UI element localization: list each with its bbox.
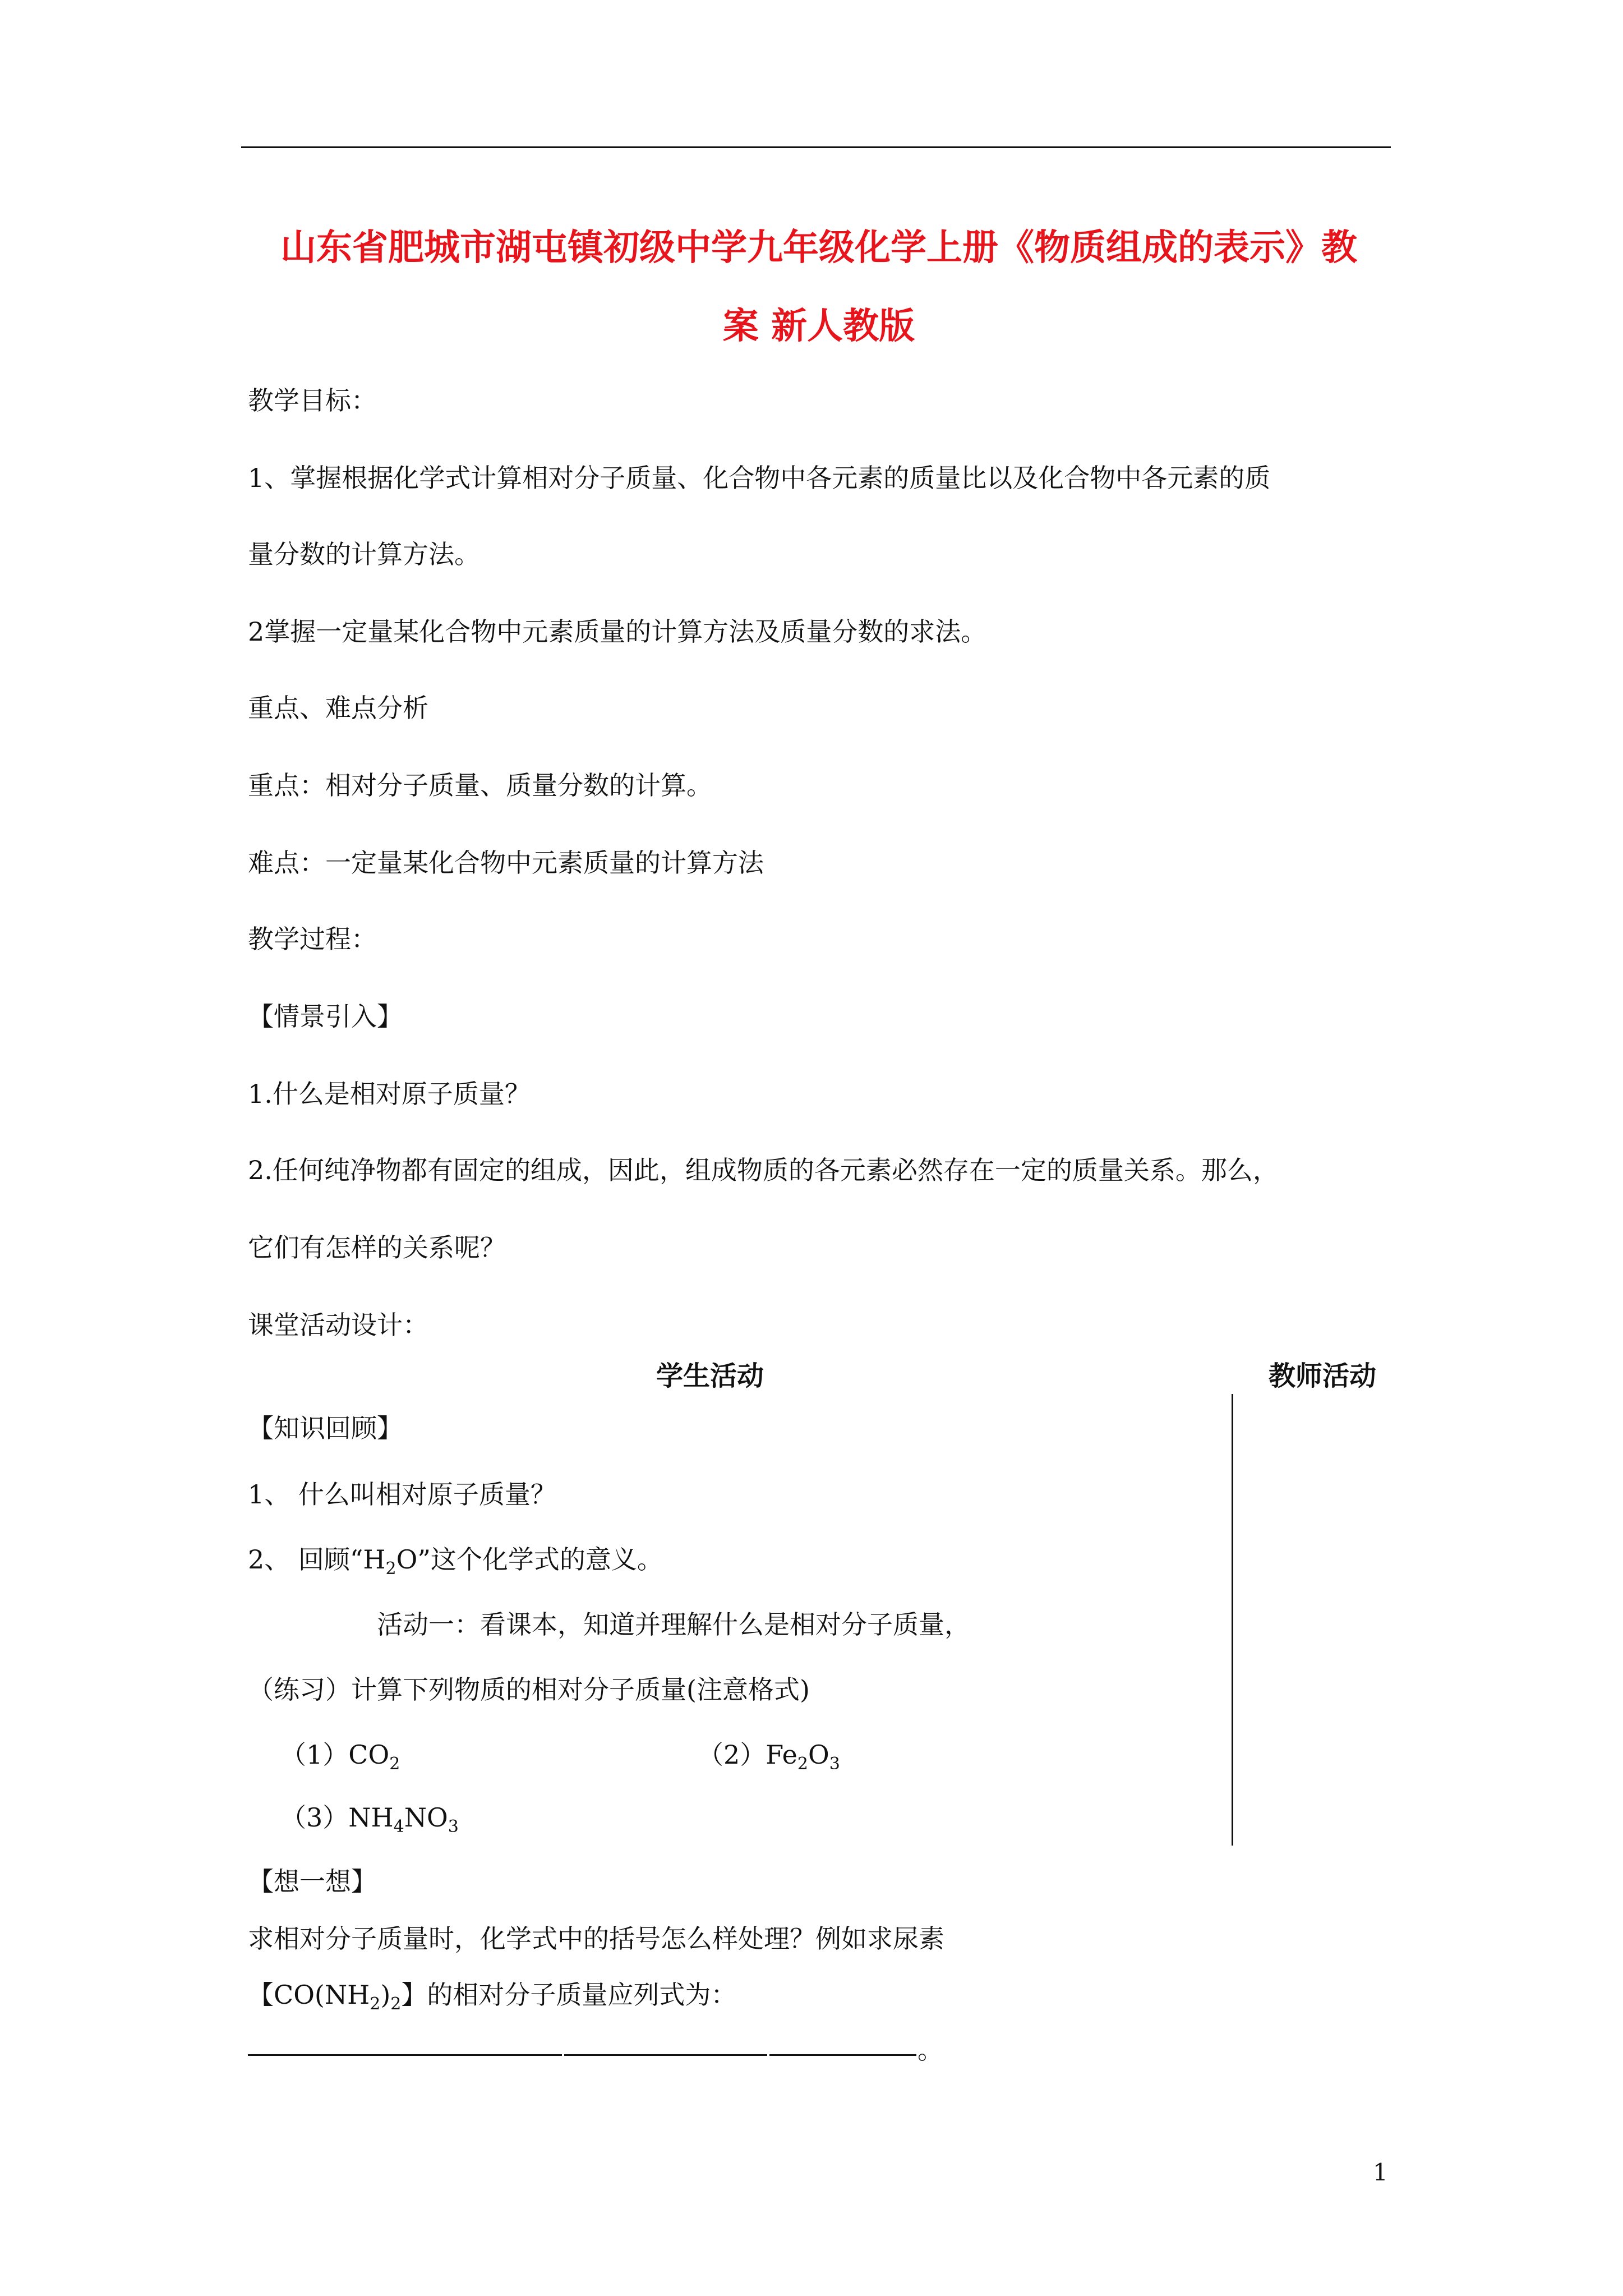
ex2-mid: O [808,1740,829,1770]
review-q2-subscript: 2 [385,1559,396,1579]
objective-1-line2: 量分数的计算方法。 [248,539,480,569]
objective-2: 2掌握一定量某化合物中元素质量的计算方法及质量分数的求法。 [248,616,987,647]
ex3-mid: NO [404,1802,448,1833]
think-question: 求相对分子质量时，化学式中的括号怎么样处理？例如求尿素 [248,1924,944,1954]
ex2-subscript-2: 3 [829,1754,840,1774]
column-header-teacher: 教师活动 [1269,1360,1377,1392]
review-question-2 [248,1544,663,1585]
difficult-point: 难点：一定量某化合物中元素质量的计算方法 [248,848,764,878]
think-heading: 【想一想】 [248,1866,377,1897]
urea-formula-line [248,1979,736,2020]
exercise-item-1 [280,1739,400,1780]
urea-subscript-2: 2 [390,1994,402,2014]
exercise-instruction: （练习）计算下列物质的相对分子质量(注意格式) [248,1674,810,1705]
column-header-student: 学生活动 [656,1360,764,1392]
activity-one: 活动一：看课本，知道并理解什么是相对分子质量， [377,1609,970,1640]
key-point: 重点：相对分子质量、质量分数的计算。 [248,770,712,800]
urea-mid: ) [380,1980,391,2010]
urea-suffix: 】的相对分子质量应列式为： [401,1980,737,2010]
exercise-item-2 [698,1739,840,1780]
ex3-prefix: （3）NH [280,1802,394,1833]
intro-question-2-line2: 它们有怎样的关系呢？ [248,1232,506,1263]
ex1-subscript: 2 [389,1754,400,1774]
review-q2-suffix: O”这个化学式的意义。 [396,1544,663,1575]
process-heading: 教学过程： [248,924,377,954]
intro-heading: 【情景引入】 [248,1001,403,1032]
objectives-heading: 教学目标： [248,385,377,416]
page-number: 1 [1373,2159,1388,2186]
document-title-line2: 案 新人教版 [722,306,915,347]
header-rule [241,146,1391,148]
review-heading: 【知识回顾】 [248,1413,403,1443]
column-divider [1232,1394,1233,1846]
review-q2-prefix: 2、 回顾“H [248,1544,386,1575]
activity-design-heading: 课堂活动设计： [248,1310,428,1340]
document-title-line1: 山东省肥城市湖屯镇初级中学九年级化学上册《物质组成的表示》教 [280,227,1357,269]
exercise-item-3 [280,1802,459,1843]
objective-1-line1: 1、掌握根据化学式计算相对分子质量、化合物中各元素的质量比以及化合物中各元素的质 [248,463,1271,493]
answer-blank-1[interactable] [248,2054,562,2056]
answer-blank-end: 。 [917,2035,943,2065]
ex3-subscript-2: 3 [448,1817,459,1837]
ex2-prefix: （2）Fe [698,1740,797,1770]
intro-question-1: 1.什么是相对原子质量？ [248,1079,531,1109]
key-points-heading: 重点、难点分析 [248,693,428,723]
intro-question-2-line1: 2.任何纯净物都有固定的组成，因此，组成物质的各元素必然存在一定的质量关系。那么， [248,1155,1279,1185]
review-question-1: 1、 什么叫相对原子质量？ [248,1479,556,1510]
ex1-prefix: （1）CO [280,1740,390,1770]
urea-subscript-1: 2 [370,1994,381,2014]
answer-blank-2[interactable] [564,2054,767,2056]
answer-blank-3[interactable] [769,2054,916,2056]
ex3-subscript-1: 4 [393,1817,404,1837]
urea-prefix: 【CO(NH [248,1980,370,2010]
ex2-subscript-1: 2 [797,1754,808,1774]
